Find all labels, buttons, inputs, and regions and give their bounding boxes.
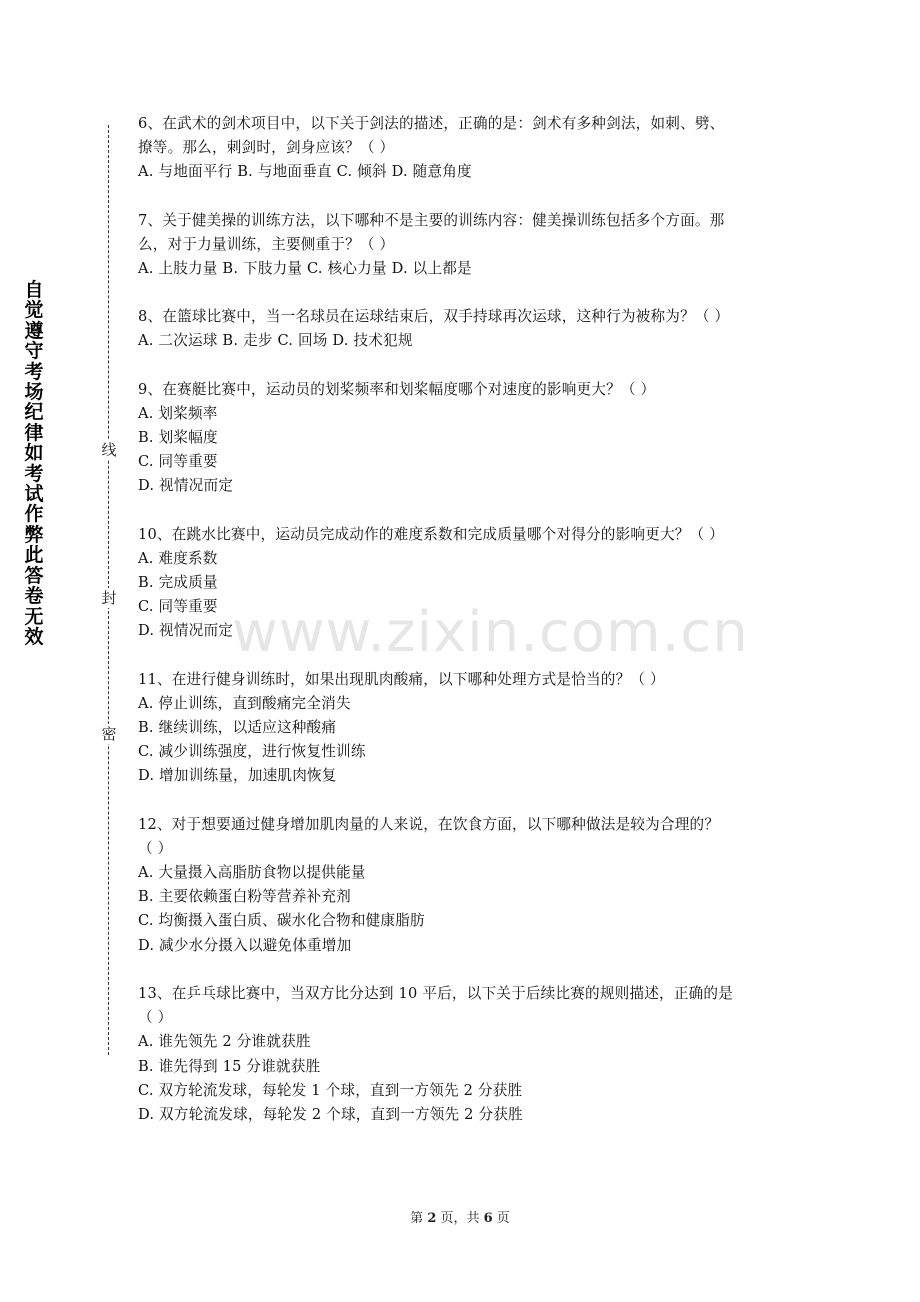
question-text: 8、在篮球比赛中，当一名球员在运球结束后，双手持球再次运球，这种行为被称为？（ ） xyxy=(138,308,730,326)
warning-char: 作 xyxy=(24,503,44,526)
answer-option: B. 完成质量 xyxy=(138,574,218,592)
warning-char: 律 xyxy=(24,421,44,444)
answer-option: B. 继续训练，以适应这种酸痛 xyxy=(138,719,337,737)
question-text: 11、在进行健身训练时，如果出现肌肉酸痛，以下哪种处理方式是恰当的？（ ） xyxy=(138,670,665,688)
question-text: （ ） xyxy=(138,1009,173,1027)
answer-options: A. 与地面平行 B. 与地面垂直 C. 倾斜 D. 随意角度 xyxy=(138,163,472,181)
warning-char: 效 xyxy=(24,625,44,648)
answer-option: C. 双方轮流发球，每轮发 1 个球，直到一方领先 2 分获胜 xyxy=(138,1081,523,1099)
page-footer xyxy=(0,1207,920,1226)
question-text: 13、在乒乓球比赛中，当双方比分达到 10 平后，以下关于后续比赛的规则描述，正确的是 xyxy=(138,984,733,1002)
question-text: 7、关于健美操的训练方法，以下哪种不是主要的训练内容：健美操训练包括多个方面。那 xyxy=(138,211,725,229)
warning-char: 此 xyxy=(24,544,44,567)
answer-option: C. 同等重要 xyxy=(138,598,218,616)
question-12 xyxy=(138,813,798,958)
answer-option: C. 均衡摄入蛋白质、碳水化合物和健康脂肪 xyxy=(138,912,425,930)
question-13 xyxy=(138,982,798,1127)
answer-options: A. 上肢力量 B. 下肢力量 C. 核心力量 D. 以上都是 xyxy=(138,260,472,278)
answer-option: D. 双方轮流发球，每轮发 2 个球，直到一方领先 2 分获胜 xyxy=(138,1105,523,1123)
seal-mark-secret: 密 xyxy=(99,724,119,744)
current-page-number: 2 xyxy=(427,1211,437,1226)
answer-option: B. 划桨幅度 xyxy=(138,429,218,447)
answer-option: D. 减少水分摄入以避免体重增加 xyxy=(138,936,352,954)
answer-option: A. 谁先领先 2 分谁就获胜 xyxy=(138,1033,311,1051)
total-page-number: 6 xyxy=(483,1211,493,1226)
answer-option: A. 难度系数 xyxy=(138,549,218,567)
answer-option: C. 减少训练强度，进行恢复性训练 xyxy=(138,743,366,761)
answer-options: A. 二次运球 B. 走步 C. 回场 D. 技术犯规 xyxy=(138,332,413,350)
watermark: www.zixin.com.cn xyxy=(232,600,749,665)
warning-char: 如 xyxy=(24,442,44,465)
warning-char: 考 xyxy=(24,360,44,383)
exam-discipline-warning xyxy=(18,280,50,647)
warning-char: 卷 xyxy=(24,585,44,608)
answer-option: D. 增加训练量，加速肌肉恢复 xyxy=(138,767,337,785)
answer-option: B. 主要依赖蛋白粉等营养补充剂 xyxy=(138,888,351,906)
answer-option: D. 视情况而定 xyxy=(138,477,234,495)
seal-mark-seal: 封 xyxy=(99,588,119,608)
question-text: 6、在武术的剑术项目中，以下关于剑法的描述，正确的是：剑术有多种剑法，如刺、劈、 xyxy=(138,115,725,132)
footer-suffix: 页 xyxy=(492,1211,510,1226)
answer-option: A. 停止训练，直到酸痛完全消失 xyxy=(138,694,351,712)
answer-option: B. 谁先得到 15 分谁就获胜 xyxy=(138,1057,321,1075)
question-10 xyxy=(138,523,798,644)
footer-middle: 页，共 xyxy=(436,1211,484,1226)
warning-char: 无 xyxy=(24,605,44,628)
warning-char: 守 xyxy=(24,340,44,363)
answer-option: D. 视情况而定 xyxy=(138,622,234,640)
question-6 xyxy=(138,112,798,185)
warning-char: 遵 xyxy=(24,319,44,342)
warning-char: 试 xyxy=(24,483,44,506)
question-list xyxy=(138,112,798,1151)
answer-option: A. 大量摄入高脂肪食物以提供能量 xyxy=(138,864,366,882)
question-text: 12、对于想要通过健身增加肌肉量的人来说，在饮食方面，以下哪种做法是较为合理的？ xyxy=(138,815,720,833)
question-11 xyxy=(138,668,798,789)
seal-mark-line: 线 xyxy=(99,440,119,460)
answer-option: C. 同等重要 xyxy=(138,453,218,471)
question-9 xyxy=(138,378,798,499)
warning-char: 觉 xyxy=(24,299,44,322)
warning-char: 考 xyxy=(24,462,44,485)
question-text: 9、在赛艇比赛中，运动员的划桨频率和划桨幅度哪个对速度的影响更大？（ ） xyxy=(138,380,656,398)
warning-char: 弊 xyxy=(24,523,44,546)
question-7 xyxy=(138,209,798,282)
question-text: 撩等。那么，刺剑时，剑身应该？（ ） xyxy=(138,139,395,157)
warning-char: 自 xyxy=(24,279,44,301)
warning-char: 答 xyxy=(24,564,44,587)
warning-char: 场 xyxy=(24,381,44,404)
warning-char: 纪 xyxy=(24,401,44,424)
question-text: （ ） xyxy=(138,839,173,857)
answer-option: A. 划桨频率 xyxy=(138,404,218,422)
footer-prefix: 第 xyxy=(410,1211,428,1226)
question-text: 10、在跳水比赛中，运动员完成动作的难度系数和完成质量哪个对得分的影响更大？（ ） xyxy=(138,525,724,543)
question-text: 么，对于力量训练，主要侧重于？（ ） xyxy=(138,235,395,253)
question-8 xyxy=(138,305,798,353)
